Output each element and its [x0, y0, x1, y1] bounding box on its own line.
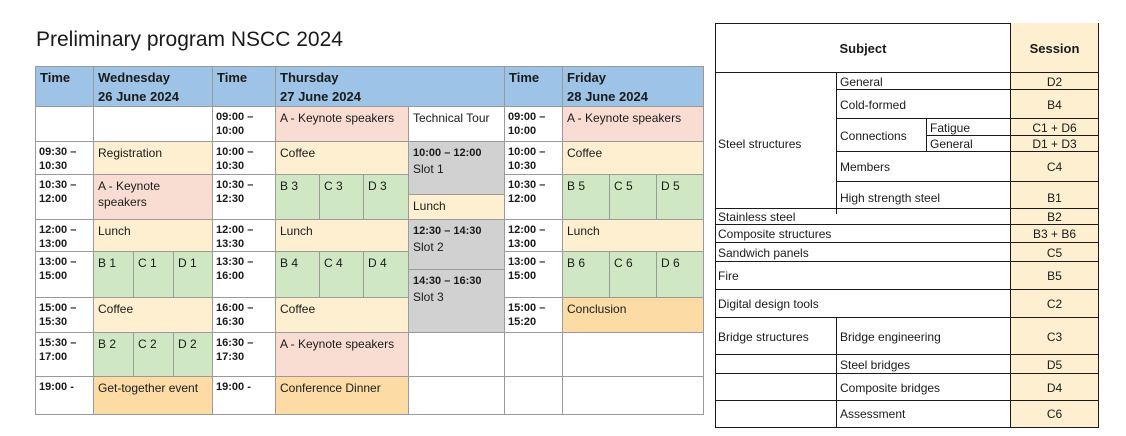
header-time-fri: Time	[504, 66, 563, 107]
tour-lunch: Lunch	[408, 194, 505, 220]
fri-session-c5: C 5	[609, 174, 657, 220]
wed-time-4: 13:00 – 15:00	[35, 251, 94, 298]
fri-keynote: A - Keynote speakers	[562, 106, 704, 142]
subject-connections: Connections	[836, 118, 927, 152]
subject-bridge-structures: Bridge structures	[715, 317, 837, 355]
thu-time-5: 13:30 – 16:00	[212, 251, 276, 298]
subject-composite-bridges: Composite bridges	[836, 373, 1011, 401]
header-time-thu: Time	[212, 66, 276, 107]
subject-high-strength: High strength steel	[836, 181, 1011, 214]
fri-empty-slot-1	[562, 332, 704, 377]
session-members: C4	[1010, 151, 1098, 182]
tour-slot-3-label: Slot 3	[413, 290, 444, 304]
subject-composite: Composite structures	[715, 224, 1011, 243]
wed-time-2: 10:30 – 12:00	[35, 174, 94, 220]
thu-coffee-1: Coffee	[275, 141, 409, 175]
program-title: Preliminary program NSCC 2024	[36, 28, 343, 51]
session-assessment: C6	[1010, 400, 1098, 427]
tour-slot-3	[408, 269, 505, 333]
session-sandwich: C5	[1010, 242, 1098, 262]
subject-bridge-blank-3	[715, 400, 837, 427]
thu-session-b4: B 4	[275, 251, 320, 298]
wed-empty-time	[35, 106, 94, 142]
tour-slot-1-time: 10:00 – 12:00	[413, 147, 482, 159]
fri-time-1: 09:00 – 10:00	[504, 106, 563, 142]
thu-session-d3: D 3	[363, 174, 409, 220]
fri-session-b5: B 5	[562, 174, 610, 220]
session-steel-bridges: D5	[1010, 354, 1098, 374]
wed-time-3: 12:00 – 13:00	[35, 219, 94, 252]
tour-slot-1-label: Slot 1	[413, 162, 444, 176]
subject-stainless: Stainless steel	[715, 208, 1011, 225]
fri-lunch: Lunch	[562, 219, 704, 252]
fri-session-b6: B 6	[562, 251, 610, 298]
fri-empty-slot-2	[562, 376, 704, 415]
wed-time-1: 09:30 – 10:30	[35, 141, 94, 175]
wed-keynote: A - Keynote speakers	[93, 174, 213, 220]
session-bridge-engineering: C3	[1010, 317, 1098, 355]
wed-session-b1: B 1	[93, 251, 134, 298]
tour-slot-2-time: 12:30 – 14:30	[413, 225, 482, 237]
wed-registration: Registration	[93, 141, 213, 175]
header-time-wed: Time	[35, 66, 94, 107]
session-digital: C2	[1010, 289, 1098, 318]
session-fatigue: C1 + D6	[1010, 118, 1098, 136]
subject-digital: Digital design tools	[715, 289, 1011, 318]
wed-session-b2: B 2	[93, 332, 134, 377]
tour-empty-2	[408, 376, 505, 415]
header-wednesday	[93, 66, 213, 107]
header-wednesday-day: Wednesday	[98, 70, 171, 85]
thu-session-d4: D 4	[363, 251, 409, 298]
subject-bridge-blank-1	[715, 354, 837, 374]
wed-get-together: Get-together event	[93, 376, 213, 415]
subject-general: General	[836, 72, 1011, 90]
wed-empty-slot	[93, 106, 213, 142]
wed-time-7: 19:00 -	[35, 376, 94, 415]
subject-bridge-blank-2	[715, 373, 837, 401]
fri-session-d5: D 5	[656, 174, 704, 220]
fri-session-c6: C 6	[609, 251, 657, 298]
wed-coffee: Coffee	[93, 297, 213, 333]
tour-slot-2-label: Slot 2	[413, 240, 444, 254]
subject-header: Subject	[839, 40, 887, 56]
thu-time-1: 09:00 – 10:00	[212, 106, 276, 142]
session-high-strength: B1	[1010, 181, 1098, 214]
wed-session-c1: C 1	[133, 251, 174, 298]
thu-time-2: 10:00 – 10:30	[212, 141, 276, 175]
fri-session-d6: D 6	[656, 251, 704, 298]
thu-session-c3: C 3	[319, 174, 364, 220]
program-table	[35, 66, 704, 415]
subject-cold-formed: Cold-formed	[836, 89, 1011, 119]
thu-keynote-1: A - Keynote speakers	[275, 106, 409, 142]
wed-session-c2: C 2	[133, 332, 174, 377]
header-thursday-date: 27 June 2024	[280, 89, 361, 104]
fri-coffee: Coffee	[562, 141, 704, 175]
tour-slot-1	[408, 141, 505, 195]
subject-members: Members	[836, 151, 1011, 182]
header-friday	[562, 66, 704, 107]
session-general: D2	[1010, 72, 1098, 90]
session-header: Session	[1010, 23, 1098, 73]
fri-time-2: 10:00 – 10:30	[504, 141, 563, 175]
thu-dinner: Conference Dinner	[275, 376, 409, 415]
session-connections-general: D1 + D3	[1010, 135, 1098, 152]
fri-time-5: 13:00 – 15:00	[504, 251, 563, 298]
thu-lunch: Lunch	[275, 219, 409, 252]
session-fire: B5	[1010, 261, 1098, 290]
subject-steel-structures: Steel structures	[715, 72, 837, 214]
header-friday-day: Friday	[567, 70, 607, 85]
subject-fire: Fire	[715, 261, 1011, 290]
thu-time-6: 16:00 – 16:30	[212, 297, 276, 333]
thu-time-8: 19:00 -	[212, 376, 276, 415]
tour-empty-1	[408, 332, 505, 377]
wed-time-6: 15:30 – 17:00	[35, 332, 94, 377]
header-friday-date: 28 June 2024	[567, 89, 648, 104]
thu-time-7: 16:30 – 17:30	[212, 332, 276, 377]
subject-steel-bridges: Steel bridges	[836, 354, 1011, 374]
fri-empty-time-1	[504, 332, 563, 377]
session-composite: B3 + B6	[1010, 224, 1098, 243]
thu-coffee-2: Coffee	[275, 297, 409, 333]
thu-session-c4: C 4	[319, 251, 364, 298]
wed-time-5: 15:00 – 15:30	[35, 297, 94, 333]
session-cold-formed: B4	[1010, 89, 1098, 119]
wed-lunch: Lunch	[93, 219, 213, 252]
fri-conclusion: Conclusion	[562, 297, 704, 333]
tour-slot-3-time: 14:30 – 16:30	[413, 275, 482, 287]
fri-time-3: 10:30 – 12:00	[504, 174, 563, 220]
header-thursday	[275, 66, 505, 107]
subject-fatigue: Fatigue	[926, 118, 1011, 136]
wed-session-d2: D 2	[173, 332, 213, 377]
subject-bridge-engineering: Bridge engineering	[836, 317, 1011, 355]
thu-session-b3: B 3	[275, 174, 320, 220]
thu-time-3: 10:30 – 12:30	[212, 174, 276, 220]
header-thursday-day: Thursday	[280, 70, 339, 85]
tour-slot-2	[408, 219, 505, 270]
subject-sandwich: Sandwich panels	[715, 242, 1011, 262]
tour-title: Technical Tour	[408, 106, 505, 142]
thu-time-4: 12:00 – 13:30	[212, 219, 276, 252]
fri-time-6: 15:00 – 15:20	[504, 297, 563, 333]
thu-keynote-2: A - Keynote speakers	[275, 332, 409, 377]
subject-connections-general: General	[926, 135, 1011, 152]
fri-time-4: 12:00 – 13:00	[504, 219, 563, 252]
header-wednesday-date: 26 June 2024	[98, 89, 179, 104]
fri-empty-time-2	[504, 376, 563, 415]
session-stainless: B2	[1010, 208, 1098, 225]
session-composite-bridges: D4	[1010, 373, 1098, 401]
subject-table	[715, 23, 1099, 428]
subject-assessment: Assessment	[836, 400, 1011, 427]
wed-session-d1: D 1	[173, 251, 213, 298]
